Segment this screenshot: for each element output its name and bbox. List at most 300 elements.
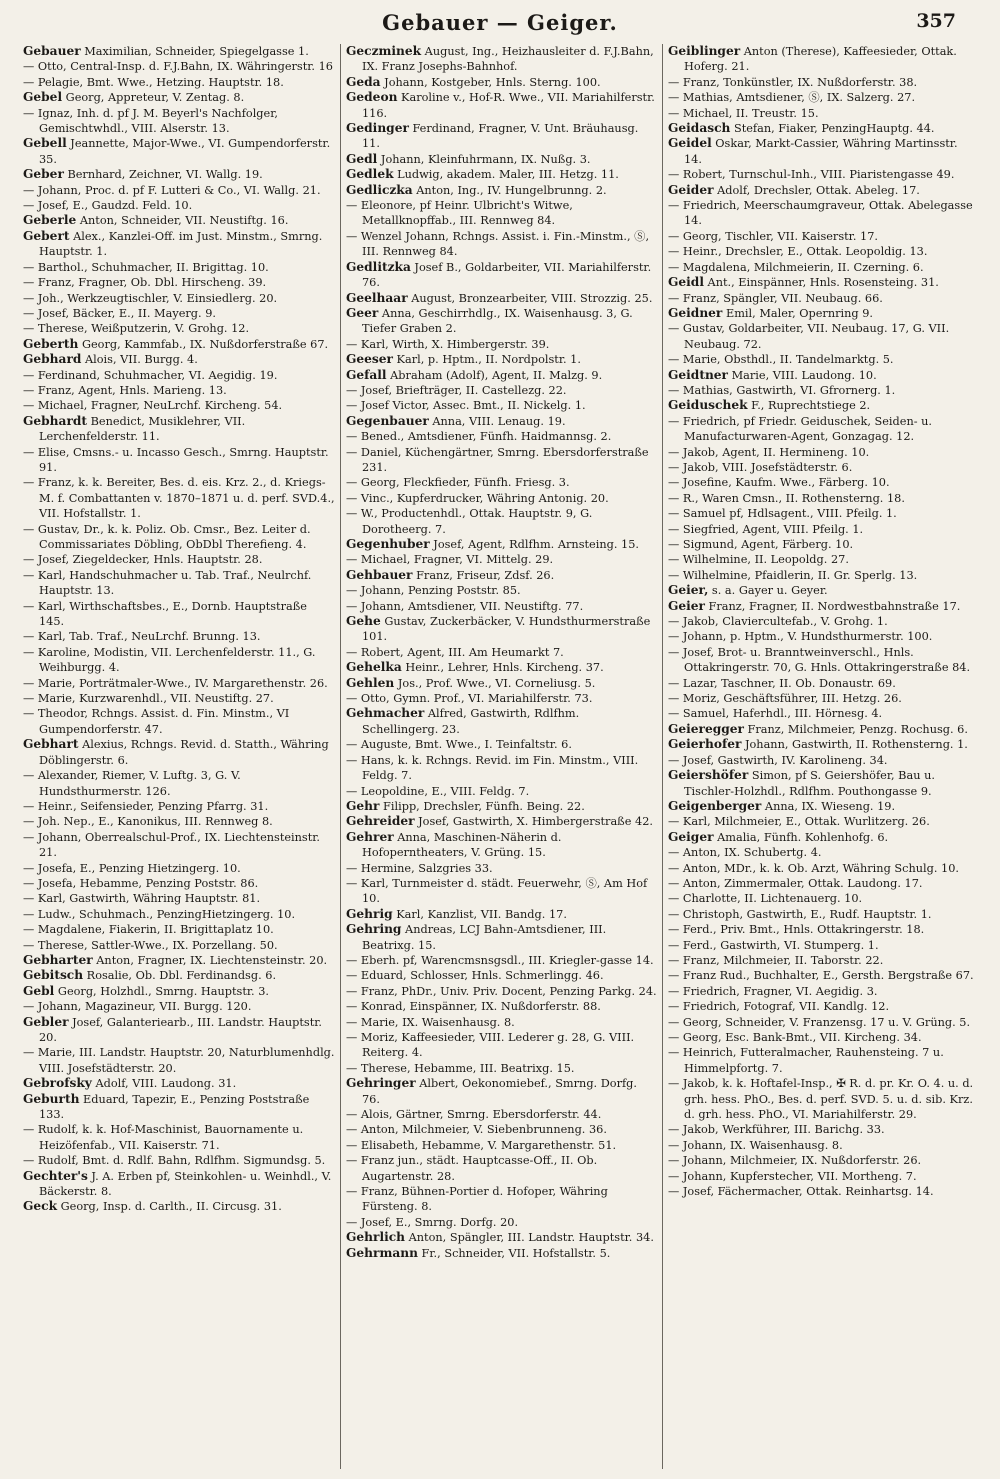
directory-entry [346,753,657,784]
entry-details: — Ferd., Priv. Bmt., Hnls. Ottakringerstr. 18. [668,923,925,937]
entry-details: — Josef, E., Gaudzd. Feld. 10. [23,199,193,213]
directory-entry [346,1122,657,1137]
entry-details: — Gustav, Goldarbeiter, VII. Neubaug. 17, G. VII. Neubaug. 72. [668,322,950,351]
directory-entry [668,522,979,537]
directory-entry [668,568,979,583]
entry-details: Albert, Oekonomiebef., Smrng. Dorfg. 76. [362,1077,637,1106]
directory-entry [23,106,335,137]
directory-entry [668,167,979,182]
entry-details: — Magdalena, Milchmeierin, II. Czerning. 6. [668,260,924,274]
entry-details: — Eberh. pf, Warencmsnsgsdl., III. Kriegler-gasse 14. [346,953,654,967]
entry-surname: Geigenberger [668,798,762,813]
directory-entry [23,321,335,336]
entry-details: — Karl, Tab. Traf., NeuLrchf. Brunng. 13. [23,630,261,644]
directory-entry [346,645,657,660]
entry-details: — Karl, Turnmeister d. städt. Feuerwehr, Ⓢ, Am Hof 10. [346,876,648,906]
directory-entry [346,445,657,476]
entry-surname: Gebhard [23,352,82,367]
entry-details: — Rudolf, k. k. Hof-Maschinist, Bauornamente u. Heizöfenfab., VII. Kaiserstr. 71. [23,1123,304,1152]
directory-entry [668,814,979,829]
entry-details: — Friedrich, Fragner, VI. Aegidig. 3. [668,984,878,998]
column-2 [340,44,662,1469]
entry-surname: Gehmacher [346,706,425,721]
entry-surname: Gedliczka [346,182,413,197]
entry-details: — Sigmund, Agent, Färberg. 10. [668,538,854,551]
directory-entry [23,352,335,367]
entry-surname: Gebhart [23,737,79,752]
entry-surname: Geider [668,182,714,197]
entry-details: — Karl, Handschuhmacher u. Tab. Traf., Neulrchf. Hauptstr. 13. [23,568,312,598]
directory-entry [346,90,657,121]
directory-entry [346,984,657,999]
directory-entry [346,1246,657,1261]
directory-entry [346,599,657,614]
entry-details: — Josef, Ziegeldecker, Hnls. Hauptstr. 28. [23,553,263,567]
directory-entry [668,999,979,1014]
directory-entry [346,830,657,861]
entry-details: Josef, Agent, Rdlfhm. Arnsteing. 15. [429,538,639,551]
directory-entry [668,1076,979,1122]
entry-surname: Geidtner [668,367,728,382]
entry-surname: Geelhaar [346,290,408,305]
directory-entry [668,938,979,953]
directory-entry [668,445,979,460]
directory-entry [23,398,335,413]
directory-entry [23,44,335,59]
entry-details: Adolf, VIII. Laudong. 31. [91,1077,237,1091]
entry-surname: Gedeon [346,90,398,105]
directory-entry [668,475,979,490]
entry-details: — Marie, Obsthdl., II. Tandelmarktg. 5. [668,353,894,367]
directory-entry [668,1030,979,1045]
directory-entry [23,275,335,290]
directory-entry [23,876,335,891]
entry-details: — Marie, III. Landstr. Hauptstr. 20, Naturblumenhdlg. VIII. Josefstädterstr. 20. [23,1046,335,1075]
entry-details: Fr., Schneider, VII. Hofstallstr. 5. [417,1246,611,1260]
entry-surname: Geieregger [668,721,744,736]
directory-entry [23,183,335,198]
entry-surname: Geburth [23,1091,80,1106]
directory-entry [668,753,979,768]
directory-entry [23,1122,335,1153]
entry-surname: Gehe [346,614,381,629]
directory-entry [23,198,335,213]
directory-entry [668,737,979,752]
entry-details: — Alexander, Riemer, V. Luftg. 3, G. V. Hundsthurmerstr. 126. [23,769,241,798]
entry-details: — Samuel, Haferhdl., III. Hörnesg. 4. [668,707,883,721]
directory-entry [346,491,657,506]
directory-entry [668,799,979,814]
entry-details: — Karl, Milchmeier, E., Ottak. Wurlitzerg. 26. [668,815,930,829]
directory-entry [346,75,657,90]
entry-details: — Ludw., Schuhmach., PenzingHietzingerg. 10. [23,907,296,921]
directory-entry [23,629,335,644]
entry-details: — Georg, Fleckfieder, Fünfh. Friesg. 3. [346,476,570,490]
entry-details: Anton, Ing., IV. Hungelbrunng. 2. [412,183,607,197]
entry-details: Karl, p. Hptm., II. Nordpolstr. 1. [392,353,581,367]
entry-details: — Anton, IX. Schubertg. 4. [668,846,822,860]
entry-details: — Otto, Gymn. Prof., VI. Mariahilferstr. 73. [346,692,593,706]
directory-entry [346,152,657,167]
entry-details: — Karl, Wirth, X. Himbergerstr. 39. [346,337,550,351]
entry-details: — Therese, Weißputzerin, V. Grohg. 12. [23,322,250,336]
directory-entry [668,460,979,475]
directory-entry [346,398,657,413]
entry-details: — Therese, Sattler-Wwe., IX. Porzellang. 50. [23,938,278,952]
directory-entry [668,244,979,259]
entry-details: Johann, Kostgeber, Hnls. Sterng. 100. [380,75,601,89]
directory-entry [23,999,335,1014]
entry-details: — Daniel, Küchengärtner, Smrng. Ebersdorferstraße 231. [346,445,649,474]
entry-details: — Heinr., Drechsler, E., Ottak. Leopoldig. 13. [668,245,928,259]
directory-entry [346,506,657,537]
entry-surname: Gehreider [346,814,415,829]
entry-details: Ant., Einspänner, Hnls. Rosensteing. 31. [703,276,939,290]
directory-entry [668,537,979,552]
directory-entry [668,706,979,721]
entry-details: — Auguste, Bmt. Wwe., I. Teinfaltstr. 6. [346,738,572,752]
directory-entry [346,907,657,922]
directory-entry [668,275,979,290]
entry-details: — Michael, Fragner, VI. Mittelg. 29. [346,553,554,567]
entry-details: — Mathias, Amtsdiener, Ⓢ, IX. Salzerg. 27. [668,91,916,105]
directory-entry [668,1169,979,1184]
entry-surname: Geidasch [668,121,731,136]
entry-details: Abraham (Adolf), Agent, II. Malzg. 9. [386,368,603,382]
entry-surname: Geidel [668,136,712,151]
directory-entry [346,475,657,490]
entry-details: — Theodor, Rchngs. Assist. d. Fin. Minstm., VI Gumpendorferstr. 47. [23,707,290,736]
entry-details: — Josefine, Kaufm. Wwe., Färberg. 10. [668,476,890,490]
directory-entry [668,830,979,845]
entry-details: — Moriz, Geschäftsführer, III. Hetzg. 26. [668,692,902,706]
entry-details: — Bened., Amtsdiener, Fünfh. Haidmannsg. 2. [346,430,612,444]
entry-surname: Gebrofsky [23,1076,92,1091]
entry-details: — Josefa, Hebamme, Penzing Poststr. 86. [23,876,259,890]
directory-entry [668,722,979,737]
directory-entry [23,445,335,476]
directory-entry [668,968,979,983]
entry-details: — Marie, Kurzwarenhdl., VII. Neustiftg. 27. [23,692,274,706]
directory-entry [23,938,335,953]
entry-surname: Geier, [668,583,709,598]
directory-entry [668,891,979,906]
entry-details: — Moriz, Kaffeesieder, VIII. Lederer g. 28, G. VIII. Reiterg. 4. [346,1031,635,1060]
entry-details: Franz, Milchmeier, Penzg. Rochusg. 6. [743,722,968,736]
directory-entry [346,383,657,398]
directory-entry [668,321,979,352]
column-1 [18,44,340,1469]
entry-details: — Mathias, Gastwirth, VI. Gfrornerg. 1. [668,383,896,397]
entry-details: Simon, pf S. Geiershöfer, Bau u. Tischler-Holzhdl., Rdlfhm. Pouthongasse 9. [684,769,935,798]
entry-surname: Geiduschek [668,398,748,413]
entry-details: Adolf, Drechsler, Ottak. Abeleg. 17. [713,183,920,197]
entry-details: — Friedrich, Meerschaumgraveur, Ottak. Abelegasse 14. [668,199,973,228]
entry-surname: Geeser [346,352,393,367]
entry-surname: Gehbauer [346,567,413,582]
entry-details: — Otto, Central-Insp. d. F.J.Bahn, IX. Währingerstr. 16 [23,60,333,74]
directory-entry [668,768,979,799]
directory-entry [346,660,657,675]
entry-details: — Karl, Gastwirth, Währing Hauptstr. 81. [23,892,261,906]
directory-entry [23,59,335,74]
entry-details: — Johann, Proc. d. pf F. Lutteri & Co., VI. Wallg. 21. [23,183,321,197]
entry-details: Josef, Gastwirth, X. Himbergerstraße 42. [414,815,653,829]
entry-surname: Geda [346,74,381,89]
entry-details: — Johann, IX. Waisenhausg. 8. [668,1138,843,1152]
entry-details: — Josef, E., Smrng. Dorfg. 20. [346,1215,519,1229]
entry-surname: Geberle [23,213,77,228]
directory-entry [668,368,979,383]
directory-entry [23,706,335,737]
entry-details: Alex., Kanzlei-Off. im Just. Minstm., Smrng. Hauptstr. 1. [39,229,323,259]
entry-surname: Gedlek [346,167,394,182]
entry-details: Bernhard, Zeichner, VI. Wallg. 19. [63,168,263,182]
entry-details: Anton, Spängler, III. Landstr. Hauptstr. 34. [405,1231,654,1245]
directory-entry [346,1184,657,1215]
entry-details: Rosalie, Ob. Dbl. Ferdinandsg. 6. [83,969,277,983]
entry-details: Filipp, Drechsler, Fünfh. Being. 22. [379,799,585,813]
directory-entry [668,306,979,321]
entry-details: — Hermine, Salzgries 33. [346,861,493,875]
entry-details: — Jakob, k. k. Hoftafel-Insp., ✠ R. d. pr. Kr. O. 4. u. d. grh. hess. PhO., Bes. d. perf. SVD. 5. u. d. sib. Krz. d. grh. hess. PhO., VI. Mariahilferstr. 29. [668,1077,974,1122]
entry-surname: Gehrlich [346,1230,405,1245]
directory-entry [668,1153,979,1168]
entry-surname: Gebert [23,228,70,243]
running-head: Gebauer — Geiger. [382,10,618,35]
directory-entry [23,1076,335,1091]
entry-details: — Josef, Briefträger, II. Castellezg. 22. [346,383,567,397]
entry-surname: Gebel [23,90,63,105]
entry-details: — Jakob, Agent, II. Hermineng. 10. [668,445,870,459]
directory-entry [23,291,335,306]
directory-entry [668,907,979,922]
entry-details: — Eleonore, pf Heinr. Ulbricht's Witwe, Metallknopffab., III. Rennweg 84. [346,199,573,228]
directory-entry [23,90,335,105]
directory-entry [346,121,657,152]
entry-details: — Josef Victor, Assec. Bmt., II. Nickelg. 1. [346,399,586,413]
directory-entry [668,44,979,75]
entry-details: — Josef, Bäcker, E., II. Mayerg. 9. [23,306,216,320]
directory-entry [23,830,335,861]
directory-entry [346,784,657,799]
directory-entry [23,383,335,398]
directory-entry [668,876,979,891]
entry-details: — Ferd., Gastwirth, VI. Stumperg. 1. [668,938,879,952]
directory-entry [23,799,335,814]
directory-entry [346,167,657,182]
directory-entry [23,1153,335,1168]
directory-entry [668,491,979,506]
directory-entry [23,1015,335,1046]
entry-details: Heinr., Lehrer, Hnls. Kircheng. 37. [401,661,604,675]
directory-entry [346,183,657,198]
entry-details: — Franz jun., städt. Hauptcasse-Off., II. Ob. Augartenstr. 28. [346,1154,598,1183]
entry-details: Georg, Insp. d. Carlth., II. Circusg. 31. [57,1200,282,1214]
directory-entry [346,337,657,352]
directory-entry [668,260,979,275]
directory-entry [668,121,979,136]
directory-entry [346,1030,657,1061]
directory-entry [346,1153,657,1184]
directory-entry [23,260,335,275]
directory-entry [346,260,657,291]
entry-details: — Franz, Milchmeier, II. Taborstr. 22. [668,953,884,967]
directory-entry [23,768,335,799]
entry-details: — Karl, Wirthschaftsbes., E., Dornb. Hauptstraße 145. [23,599,307,629]
entry-details: — Georg, Schneider, V. Franzensg. 17 u. V. Grüng. 5. [668,1015,971,1029]
entry-details: — Heinr., Seifensieder, Penzing Pfarrg. 31. [23,799,269,813]
entry-details: Stefan, Fiaker, PenzingHauptg. 44. [730,122,935,136]
entry-surname: Gehelka [346,660,402,675]
directory-entry [23,368,335,383]
directory-entry [23,968,335,983]
directory-entry [346,1230,657,1245]
entry-details: — Siegfried, Agent, VIII. Pfeilg. 1. [668,522,864,536]
directory-entry [346,1061,657,1076]
entry-surname: Gehrer [346,829,394,844]
entry-surname: Gegenhuber [346,537,430,551]
entry-details: — Johann, Milchmeier, IX. Nußdorferstr. 26. [668,1154,922,1168]
entry-surname: Gehr [346,798,380,813]
entry-details: Alois, VII. Burgg. 4. [81,353,198,367]
entry-surname: Geidner [668,305,723,320]
entry-surname: Gedlitzka [346,259,411,274]
page-header [0,0,1000,40]
entry-details: Josef, Galanteriearb., III. Landstr. Hauptstr. 20. [39,1015,323,1044]
directory-entry [346,999,657,1014]
directory-entry [668,676,979,691]
entry-details: — Georg, Tischler, VII. Kaiserstr. 17. [668,229,878,243]
entry-details: — Elisabeth, Hebamme, V. Margarethenstr. 51. [346,1138,617,1152]
entry-surname: Gehrmann [346,1245,418,1260]
entry-surname: Geber [23,167,64,182]
entry-surname: Geiblinger [668,44,741,58]
entry-details: J. A. Erben pf, Steinkohlen- u. Weinhdl., V. Bäckerstr. 8. [39,1169,332,1199]
directory-entry [346,676,657,691]
entry-details: — Johann, Magazineur, VII. Burgg. 120. [23,1000,252,1014]
entry-details: — Marie, IX. Waisenhausg. 8. [346,1015,515,1029]
entry-surname: Gebhardt [23,413,88,428]
entry-details: Anna, IX. Wieseng. 19. [761,799,896,813]
directory-entry [346,44,657,75]
entry-details: — Wenzel Johann, Rchngs. Assist. i. Fin.-Minstm., Ⓢ, III. Rennweg 84. [346,229,650,259]
directory-entry [23,814,335,829]
directory-entry [668,1045,979,1076]
entry-details: — Robert, Turnschul-Inh., VIII. Piaristengasse 49. [668,168,955,182]
directory-entry [23,691,335,706]
directory-entry [23,891,335,906]
entry-surname: Gechter's [23,1168,88,1183]
entry-details: — Charlotte, II. Lichtenauerg. 10. [668,892,863,906]
directory-entry [668,861,979,876]
directory-entry [23,737,335,768]
entry-details: — Josefa, E., Penzing Hietzingerg. 10. [23,861,241,875]
entry-details: Maximilian, Schneider, Spiegelgasse 1. [80,45,309,58]
directory-entry [23,414,335,445]
entry-details: — Jakob, VIII. Josefstädterstr. 6. [668,460,853,474]
entry-details: Karoline v., Hof-R. Wwe., VII. Mariahilferstr. 116. [362,91,655,120]
entry-details: — Franz, Agent, Hnls. Marieng. 13. [23,383,227,397]
entry-details: — Vinc., Kupferdrucker, Währing Antonig. 20. [346,491,609,505]
entry-details: — Johann, p. Hptm., V. Hundsthurmerstr. 100. [668,630,933,644]
entry-details: Anton, Fragner, IX. Liechtensteinstr. 20. [92,953,328,967]
entry-details: — Johann, Penzing Poststr. 85. [346,584,521,598]
directory-entry [23,599,335,630]
entry-details: — Therese, Hebamme, III. Beatrixg. 15. [346,1061,575,1075]
entry-details: Anna, VIII. Lenaug. 19. [428,414,566,428]
entry-details: — Franz Rud., Buchhalter, E., Gersth. Bergstraße 67. [668,969,974,983]
directory-entry [668,398,979,413]
directory-entry [346,814,657,829]
directory-entry [668,1015,979,1030]
directory-entry [23,1199,335,1214]
entry-details: Benedict, Musiklehrer, VII. Lerchenfelderstr. 11. [39,414,246,444]
entry-details: — Rudolf, Bmt. d. Rdlf. Bahn, Rdlfhm. Sigmundsg. 5. [23,1154,326,1168]
entry-details: Karl, Kanzlist, VII. Bandg. 17. [392,907,567,921]
entry-surname: Geier [668,598,705,613]
entry-details: s. a. Gayer u. Geyer. [708,584,828,598]
directory-entry [346,1215,657,1230]
directory-entry [668,552,979,567]
entry-details: — Josef, Gastwirth, IV. Karolineng. 34. [668,753,888,767]
entry-details: — Josef, Brot- u. Branntweinverschl., Hnls. Ottakringerstr. 70, G. Hnls. Ottakringerstraße 84. [668,645,971,675]
directory-entry [346,1138,657,1153]
entry-surname: Gehring [346,922,402,937]
entry-details: — Michael, II. Treustr. 15. [668,106,819,120]
directory-entry [23,213,335,228]
entry-details: Alexius, Rchngs. Revid. d. Statth., Währing Döblingerstr. 6. [39,738,329,767]
directory-entry [346,583,657,598]
entry-details: August, Ing., Heizhausleiter d. F.J.Bahn, IX. Franz Josephs-Bahnhof. [362,45,654,74]
directory-entry [346,968,657,983]
entry-details: — Franz, Fragner, Ob. Dbl. Hirscheng. 39. [23,276,267,290]
page-number: 357 [916,10,956,32]
entry-details: — Ignaz, Inh. d. pf J. M. Beyerl's Nachfolger, Gemischtwhdl., VIII. Alserstr. 13. [23,106,278,136]
entry-details: Emil, Maler, Opernring 9. [722,306,874,320]
entry-details: — Gustav, Dr., k. k. Poliz. Ob. Cmsr., Bez. Leiter d. Commissariates Döbling, ObDbl Therefieng. 4. [23,522,311,551]
entry-surname: Gebauer [23,44,81,58]
entry-details: Anna, Geschirrhdlg., IX. Waisenhausg. 3, G. Tiefer Graben 2. [362,306,633,336]
directory-entry [668,953,979,968]
entry-details: Josef B., Goldarbeiter, VII. Mariahilferstr. 76. [362,260,652,290]
directory-entry [23,676,335,691]
directory-entry [23,229,335,260]
directory-entry [668,352,979,367]
entry-details: — Wilhelmine, II. Leopoldg. 27. [668,553,849,567]
entry-details: — Elise, Cmsns.- u. Incasso Gesch., Smrng. Hauptstr. 91. [23,445,329,474]
entry-surname: Gehlen [346,675,395,690]
directory-entry [668,599,979,614]
entry-details: — Christoph, Gastwirth, E., Rudf. Hauptstr. 1. [668,907,932,921]
directory-entry [668,383,979,398]
entry-surname: Gedinger [346,121,409,136]
entry-details: — Franz, Tonkünstler, IX. Nußdorferstr. 38. [668,75,918,89]
entry-details: Anton, Schneider, VII. Neustiftg. 16. [76,214,289,228]
directory-entry [23,1092,335,1123]
entry-details: Ferdinand, Fragner, V. Unt. Bräuhausg. 11. [362,122,639,151]
directory-entry [23,306,335,321]
entry-details: Ludwig, akadem. Maler, III. Hetzg. 11. [393,168,619,182]
directory-entry [346,1107,657,1122]
directory-entry [23,337,335,352]
directory-entry [668,183,979,198]
directory-entry [668,845,979,860]
entry-details: — Hans, k. k. Rchngs. Revid. im Fin. Minstm., VIII. Feldg. 7. [346,753,639,783]
entry-details: — Karoline, Modistin, VII. Lerchenfelderstr. 11., G. Weihburgg. 4. [23,645,316,675]
entry-details: — Jakob, Werkführer, III. Barichg. 33. [668,1123,885,1137]
entry-details: — Friedrich, pf Friedr. Geiduschek, Seiden- u. Manufacturwaren-Agent, Gonzagag. 12. [668,414,933,444]
